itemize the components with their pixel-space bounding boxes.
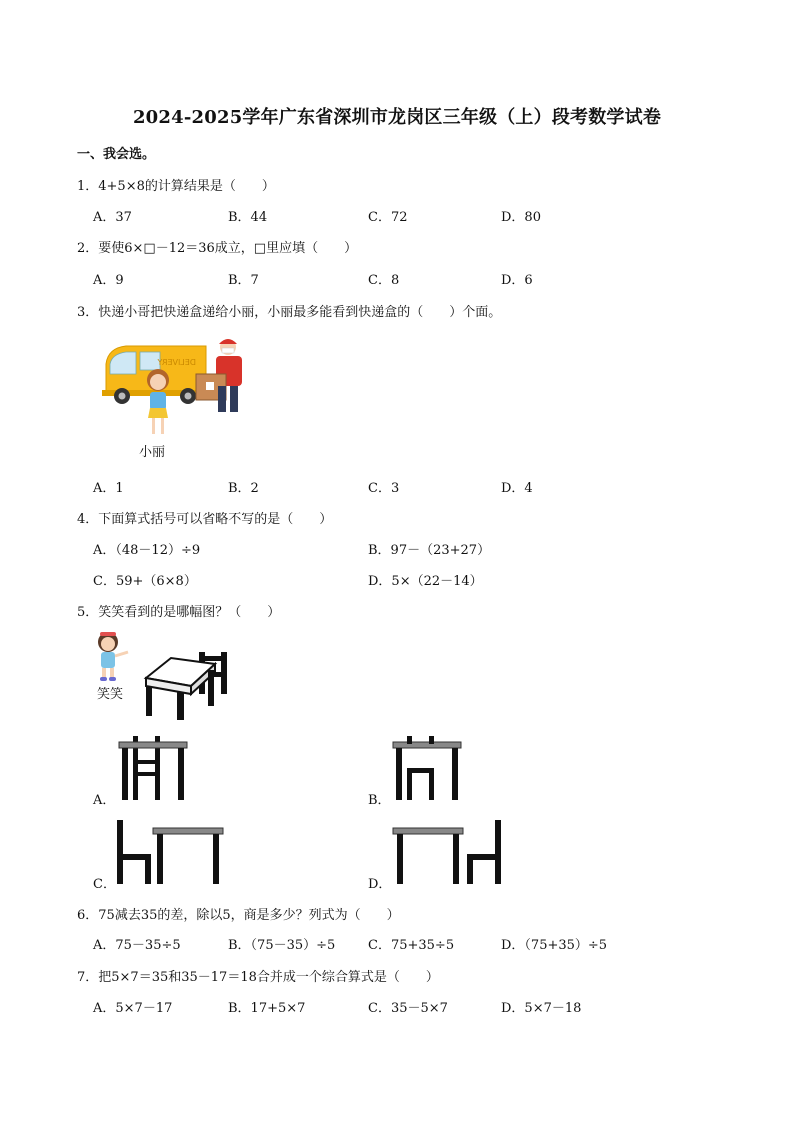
view-option-b[interactable] xyxy=(393,736,463,802)
delivery-illustration xyxy=(96,334,256,444)
q3-option-b[interactable]: B．2 xyxy=(228,481,259,496)
q5-option-c[interactable]: C． xyxy=(93,877,116,892)
question-6: 6．75减去35的差，除以5，商是多少？列式为（ ） xyxy=(77,908,400,923)
q1-option-a[interactable]: A．37 xyxy=(93,210,132,225)
q2-option-a[interactable]: A．9 xyxy=(93,273,124,288)
van-text: DELIVERY xyxy=(157,358,196,367)
q1-option-c[interactable]: C．72 xyxy=(368,210,408,225)
view-option-d[interactable] xyxy=(393,820,503,886)
question-3: 3．快递小哥把快递盒递给小丽，小丽最多能看到快递盒的（ ）个面。 xyxy=(77,305,502,320)
q2-option-c[interactable]: C．8 xyxy=(368,273,400,288)
q2-option-d[interactable]: D．6 xyxy=(501,273,533,288)
q4-option-d[interactable]: D．5×（22－14） xyxy=(368,574,483,589)
question-4: 4．下面算式括号可以省略不写的是（ ） xyxy=(77,512,333,527)
q6-option-a[interactable]: A．75－35÷5 xyxy=(93,938,181,953)
view-option-a[interactable] xyxy=(119,736,189,802)
xiaoxiao-girl-illustration xyxy=(92,630,132,684)
q6-option-c[interactable]: C．75+35÷5 xyxy=(368,938,455,953)
q2-option-b[interactable]: B．7 xyxy=(228,273,259,288)
q7-option-a[interactable]: A．5×7－17 xyxy=(93,1001,173,1016)
question-7: 7．把5×7＝35和35－17＝18合并成一个综合算式是（ ） xyxy=(77,970,439,985)
desk-chair-3d xyxy=(143,650,238,722)
q4-option-a[interactable]: A．（48－12）÷9 xyxy=(93,543,201,558)
section-heading: 一、我会选。 xyxy=(77,147,156,162)
q1-option-d[interactable]: D．80 xyxy=(501,210,541,225)
question-5: 5．笑笑看到的是哪幅图？（ ） xyxy=(77,605,281,620)
question-1: 1．4+5×8的计算结果是（ ） xyxy=(77,179,275,194)
q6-option-d[interactable]: D．（75+35）÷5 xyxy=(501,938,608,953)
q5-option-a[interactable]: A． xyxy=(93,793,116,808)
q6-option-b[interactable]: B．（75－35）÷5 xyxy=(228,938,336,953)
question-2: 2．要使6×□－12＝36成立，□里应填（ ） xyxy=(77,241,358,256)
q4-option-b[interactable]: B．97－（23+27） xyxy=(368,543,491,558)
q1-option-b[interactable]: B．44 xyxy=(228,210,268,225)
page-title: 2024-2025学年广东省深圳市龙岗区三年级（上）段考数学试卷 xyxy=(132,107,662,128)
xiaoli-label: 小丽 xyxy=(139,445,166,460)
q3-option-c[interactable]: C．3 xyxy=(368,481,400,496)
view-option-c[interactable] xyxy=(117,820,227,886)
xiaoxiao-label: 笑笑 xyxy=(97,687,124,702)
q5-option-b[interactable]: B． xyxy=(368,793,391,808)
q7-option-b[interactable]: B．17+5×7 xyxy=(228,1001,306,1016)
q3-option-a[interactable]: A．1 xyxy=(93,481,124,496)
q3-option-d[interactable]: D．4 xyxy=(501,481,533,496)
q4-option-c[interactable]: C．59+（6×8） xyxy=(93,574,197,589)
q7-option-c[interactable]: C．35－5×7 xyxy=(368,1001,448,1016)
q7-option-d[interactable]: D．5×7－18 xyxy=(501,1001,582,1016)
q5-option-d[interactable]: D． xyxy=(368,877,392,892)
